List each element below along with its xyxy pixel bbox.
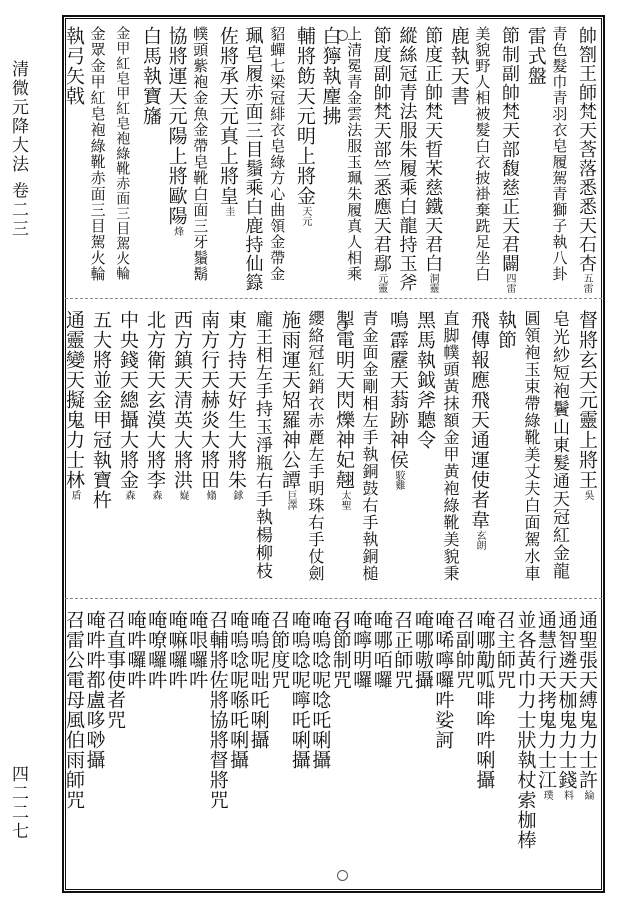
column-text: 皂光紗短袍鬢山東髮通天冠紅金龍 [549, 310, 569, 580]
column-note: 吳 [582, 490, 593, 500]
margin-title: 清微元降大法 卷二三 [8, 60, 28, 239]
column-note: 翛 [204, 490, 215, 500]
column-text: 通智遴天枷鬼力士錢 [555, 610, 578, 790]
text-column [190, 26, 209, 282]
column-text: 唵嗚唸呢嚀吒唎攝 [288, 610, 311, 770]
column-text: 鹿執天書 [447, 26, 470, 106]
text-column [421, 26, 443, 293]
text-column [206, 610, 229, 810]
text-column [267, 26, 286, 282]
column-note: 嶷 [177, 490, 188, 500]
column-note: 洞靈 [427, 273, 439, 293]
column-text: 施雨運天䂏羅神公譚 [279, 310, 301, 490]
column-text: 直脚幞頭黃抹額金甲黃袍綠靴美貌秉 [441, 310, 460, 582]
text-column [386, 310, 410, 490]
column-text: 召正師咒 [391, 610, 414, 690]
column-text: 唵吽囉吽 [124, 610, 147, 690]
text-column [226, 610, 249, 770]
text-column [332, 310, 356, 510]
column-text: 唵哏囉吽 [186, 610, 209, 690]
punch-hole-circle [337, 870, 348, 881]
text-column [494, 310, 517, 350]
column-note: 駮雞 [393, 470, 404, 490]
text-column [62, 610, 85, 810]
text-column [216, 26, 240, 216]
column-text: 執弓矢戟 [63, 26, 85, 106]
column-text: 幞頭紫袍金魚金帶皂靴白面三牙鬚鬍 [191, 26, 210, 282]
column-text: 南方行天赫炎大將田 [198, 310, 220, 490]
text-column [288, 610, 311, 770]
column-text: 節制副帥梵天部馥慈正天君闢 [499, 26, 521, 273]
text-column [390, 610, 413, 690]
text-column [521, 310, 541, 582]
column-text: 青色髮巾青羽衣皂履駕青獅子執八卦 [550, 26, 569, 282]
column-text: 召節度咒 [268, 610, 291, 690]
text-column [165, 610, 188, 690]
column-text: 唵哪嗷攝 [411, 610, 434, 690]
column-text: 通聖張天縛鬼力士許 [576, 610, 598, 790]
text-column [329, 610, 352, 690]
section-divider [65, 298, 602, 299]
column-text: 西方鎮天清英大將洪 [171, 310, 193, 490]
text-column [395, 26, 417, 292]
column-text: 金甲紅皂甲紅皂袍綠靴赤面三目駕火輪 [114, 26, 131, 281]
text-column [293, 26, 317, 226]
text-column [548, 310, 569, 580]
text-column [575, 26, 597, 293]
column-text: 帥劄王師梵天莟落悉悉天石杏 [576, 26, 597, 273]
text-column [242, 26, 264, 292]
text-column [165, 26, 189, 236]
column-text: 唵嘛囉吽 [165, 610, 188, 690]
text-column [185, 610, 208, 690]
text-column [319, 26, 342, 126]
text-column [534, 610, 558, 800]
column-text: 美貌野人相被髮白衣披褂棄跣足坐白 [473, 26, 492, 282]
text-column [493, 610, 516, 690]
column-text: 通靈變天擬鬼力士林 [63, 310, 85, 490]
column-text: 東方持天好生大將朱 [225, 310, 247, 490]
column-note: 圭 [222, 206, 234, 216]
text-column [267, 610, 290, 690]
section-divider [65, 598, 602, 599]
text-column [305, 310, 325, 582]
text-column [308, 610, 331, 770]
column-text: 唵嗚唸呢喺吒唎攝 [227, 610, 250, 770]
column-text: 召主師咒 [493, 610, 516, 690]
column-text: 飛傳報應飛天通運使者韋 [468, 310, 490, 530]
text-column [370, 26, 392, 293]
column-text: 貂蟬七梁冠緋衣皂綠方心曲領金帶金 [268, 26, 287, 282]
column-text: 召節制咒 [329, 610, 352, 690]
text-column [116, 310, 140, 500]
text-column [472, 610, 495, 790]
column-text: 白獰執麈拂 [319, 26, 342, 126]
text-column [251, 310, 272, 580]
text-column [103, 610, 126, 730]
text-column [467, 310, 491, 550]
column-text: 通慧行天拷鬼力士江 [534, 610, 557, 790]
column-text: 佐將承天元真上將皇 [216, 26, 239, 206]
column-text: 五大將並金甲冠執寶杵 [90, 310, 112, 510]
column-text: 唵嚀明囉 [350, 610, 373, 690]
text-column [440, 310, 460, 582]
text-column [224, 310, 248, 500]
column-text: 唵嗚呢咄吒唎攝 [247, 610, 270, 750]
column-text: 白馬執寶旛 [139, 26, 162, 126]
column-note: 森 [123, 490, 134, 500]
column-text: 縱絲冠青法服朱履乘白龍持玉斧 [396, 26, 418, 292]
text-column [83, 610, 106, 770]
column-text: 掣電明天閃爍神妃翹 [333, 310, 355, 490]
text-column [139, 26, 162, 126]
column-text: 唵吽吽都盧哆唦攝 [83, 610, 106, 770]
column-text: 纓絡冠紅銷衣赤䴡左手明珠右手仗劍 [306, 310, 325, 582]
column-text: 召直事使者咒 [104, 610, 127, 730]
column-text: 協將運天元陽上將歐陽 [165, 26, 188, 226]
text-column [113, 26, 131, 281]
column-text: 雷式盤 [524, 26, 547, 86]
column-text: 鳴霹靂天蓊跡神侯 [387, 310, 409, 470]
text-column [431, 610, 454, 750]
column-text: 輔將飭天元明上將金 [293, 26, 316, 206]
column-text: 龐王相左手持玉淨瓶右手執楊柳枝 [252, 310, 272, 580]
text-column [554, 610, 578, 800]
text-column [524, 26, 547, 86]
column-text: 唵哪咟囉 [370, 610, 393, 690]
text-column [247, 610, 270, 750]
text-column [197, 310, 221, 500]
column-text: 北方衛天玄漠大將李 [144, 310, 166, 490]
text-column [472, 26, 491, 282]
column-text: 督將玄天元靈上將王 [576, 310, 598, 490]
column-note: 元靈 [375, 273, 387, 293]
text-column [513, 610, 536, 850]
margin-page-number: 四二二七 [8, 765, 28, 841]
column-note: 巨澤 [285, 490, 296, 510]
text-column [370, 610, 393, 690]
column-note: 玄朗 [474, 530, 485, 550]
text-column [498, 26, 520, 293]
column-note: 四雷 [504, 273, 516, 293]
text-column [62, 310, 86, 500]
text-column [143, 310, 167, 500]
column-note: 天元 [299, 206, 311, 226]
column-note: 太聖 [339, 490, 350, 510]
text-column [447, 26, 470, 106]
column-text: 召輔將佐將協將督將咒 [206, 610, 229, 810]
column-text: 唵唏嚀囉吽娑訶 [432, 610, 455, 750]
text-column [62, 26, 85, 106]
text-column [89, 310, 112, 510]
text-column [549, 26, 568, 282]
column-text: 唵哪勱呱啡哞吽唎攝 [473, 610, 496, 790]
column-note: 烽 [171, 226, 183, 236]
column-text: 珮皂履赤面三目鬚乘白鹿持仙籙 [242, 26, 264, 292]
text-column [359, 310, 379, 582]
text-column [344, 26, 363, 282]
column-note: 五雷 [581, 273, 592, 293]
column-note: 料 [561, 790, 573, 800]
column-text: 金眾金甲紅皂袍綠靴赤面三目駕火輪 [88, 26, 107, 282]
column-note: 銶 [231, 490, 242, 500]
column-text: 節度副帥梵天部竺悉應天君鄢 [370, 26, 392, 273]
text-column [575, 610, 599, 800]
text-column [575, 310, 599, 500]
column-text: 上清冕青金雲法服玉珮朱履真人相乘 [345, 26, 364, 282]
text-column [278, 310, 302, 510]
column-text: 節度正帥梵天晢㭉慈鐵天君白 [422, 26, 444, 273]
column-text: 黑馬執鉞斧聽令 [414, 310, 436, 450]
column-note: 璞 [540, 790, 552, 800]
text-column [452, 610, 475, 690]
column-text: 唵嘹囉吽 [145, 610, 168, 690]
column-text: 圓領袍玉束帶綠靴美丈夫白面駕水車 [522, 310, 541, 582]
column-text: 青金面金剛相左手執銅鼓右手執銅槌 [360, 310, 379, 582]
text-column [88, 26, 107, 282]
column-note: 盾 [69, 490, 80, 500]
text-column [411, 610, 434, 690]
column-text: 中央錢天總攝大將金 [117, 310, 139, 490]
text-column [124, 610, 147, 690]
text-column [170, 310, 194, 500]
column-text: 執節 [495, 310, 517, 350]
text-column [144, 610, 167, 690]
column-text: 召雷公電母風伯雨師咒 [63, 610, 85, 810]
text-column [413, 310, 436, 450]
column-note: 森 [150, 490, 161, 500]
text-column [349, 610, 372, 690]
column-text: 唵嗚唸呢唸吒唎攝 [309, 610, 332, 770]
column-text: 並各黃巾力士狀執杖索枷棒 [514, 610, 537, 850]
column-text: 召副帥咒 [452, 610, 475, 690]
column-note: 綸 [582, 790, 593, 800]
